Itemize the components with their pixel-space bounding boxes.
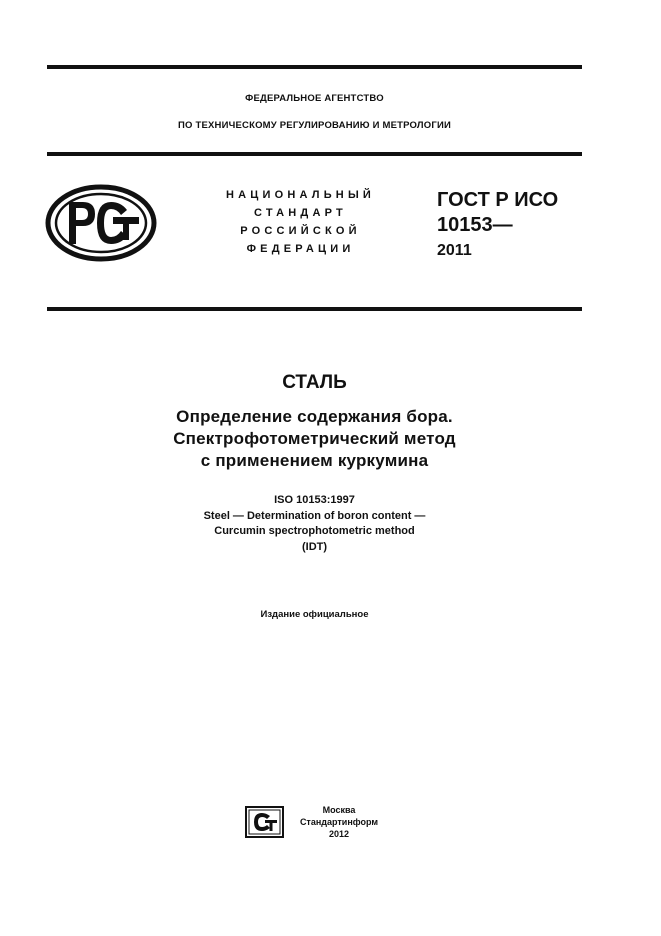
standard-year: 2011	[437, 242, 472, 259]
header-rule	[47, 152, 582, 156]
standartinform-logo-icon	[245, 806, 284, 838]
document-subtitle	[47, 406, 582, 472]
subtitle-line-1: Определение содержания бора.	[176, 407, 453, 426]
edition-label: Издание официальное	[260, 609, 369, 620]
publisher-city: Москва	[322, 805, 356, 815]
top-rule	[47, 65, 582, 69]
subtitle-line-2: Спектрофотометрический метод	[173, 429, 456, 448]
document-title: СТАЛЬ	[282, 372, 347, 393]
standard-code: ГОСТ Р ИСО	[437, 189, 559, 211]
iso-line-1: ISO 10153:1997	[274, 494, 355, 506]
national-line-3: РОССИЙСКОЙ	[240, 225, 361, 237]
section-rule	[47, 307, 582, 311]
standard-number: 10153—	[437, 214, 513, 236]
agency-line-1: ФЕДЕРАЛЬНОЕ АГЕНТСТВО	[245, 93, 384, 104]
iso-reference	[47, 493, 582, 555]
iso-line-2: Steel — Determination of boron content —	[203, 509, 426, 522]
publisher-year: 2012	[328, 829, 350, 839]
agency-line-2: ПО ТЕХНИЧЕСКОМУ РЕГУЛИРОВАНИЮ И МЕТРОЛОГИИ	[178, 120, 451, 131]
publisher-info	[294, 804, 384, 840]
rst-logo-icon	[45, 184, 157, 262]
national-line-4: ФЕДЕРАЦИИ	[246, 243, 355, 255]
publisher-name: Стандартинформ	[299, 817, 379, 827]
national-line-1: НАЦИОНАЛЬНЫЙ	[225, 189, 376, 201]
subtitle-line-3: с применением куркумина	[200, 451, 429, 470]
national-line-2: СТАНДАРТ	[254, 207, 347, 219]
standard-designation	[437, 188, 558, 262]
iso-line-4: (IDT)	[301, 540, 328, 553]
iso-line-3: Curcumin spectrophotometric method	[214, 525, 415, 537]
